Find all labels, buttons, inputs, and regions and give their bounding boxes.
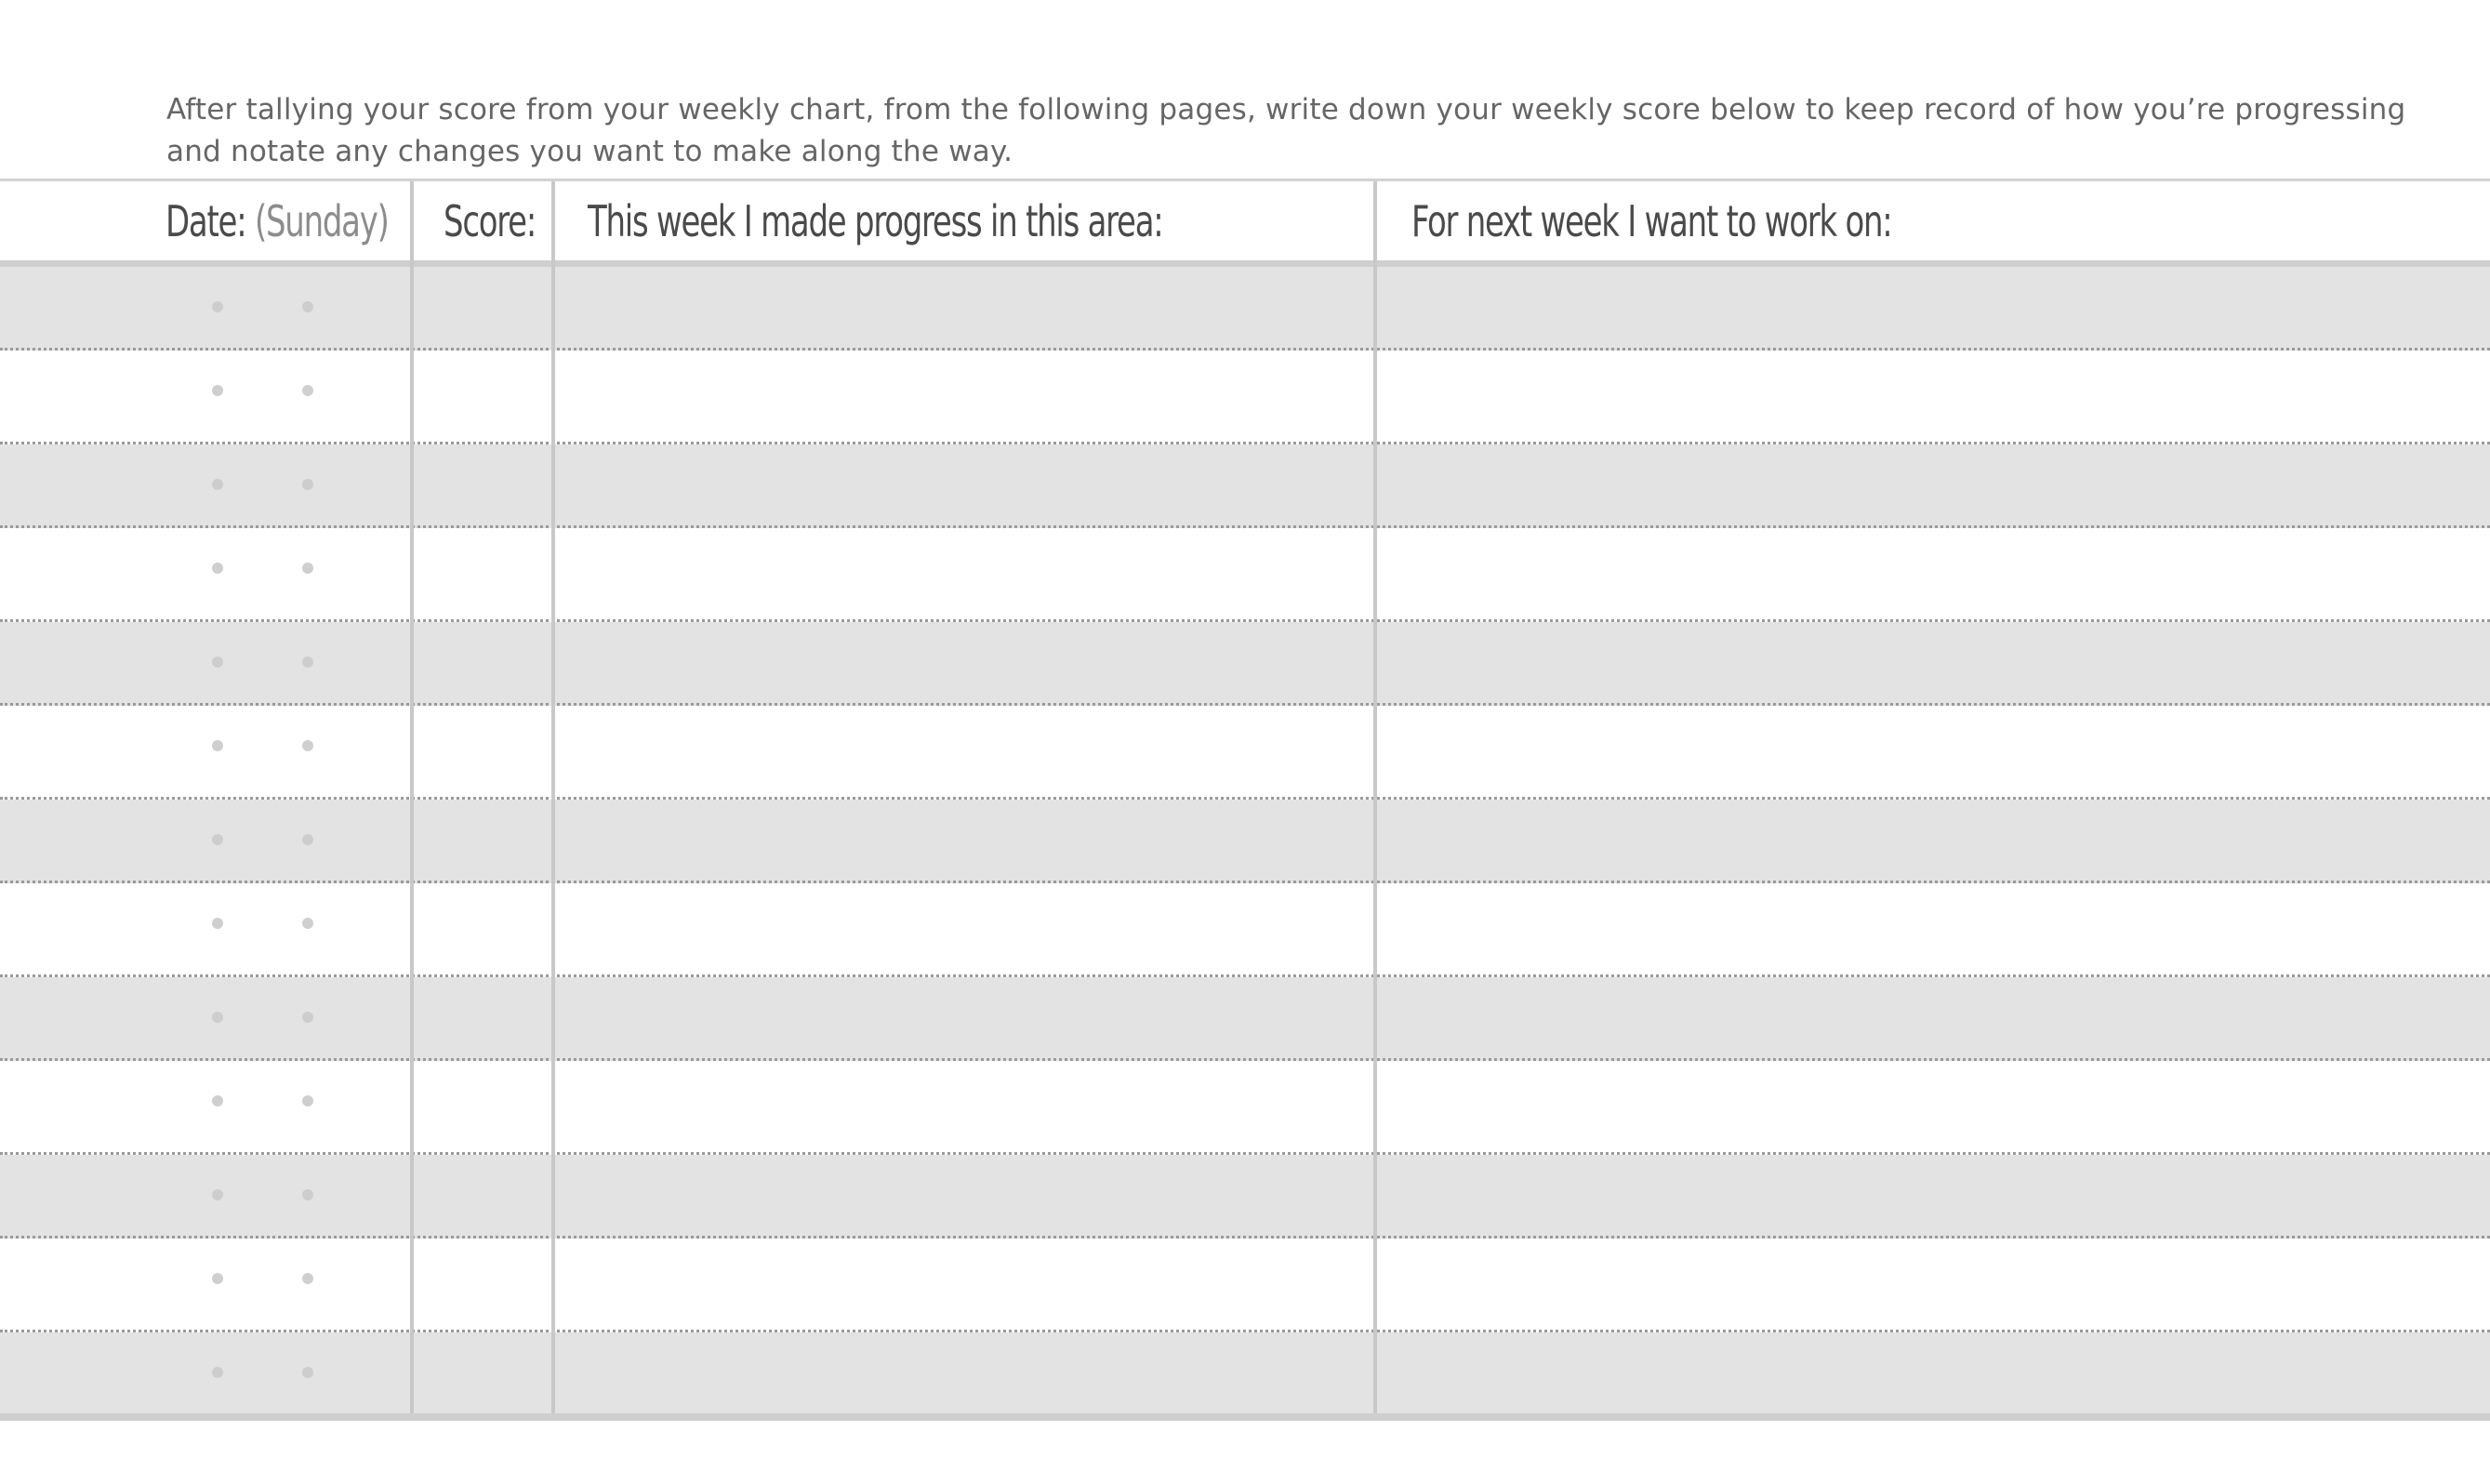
date-separator-dot-1 bbox=[212, 656, 223, 668]
score-column-header bbox=[444, 181, 556, 260]
date-separator-dot-1 bbox=[212, 479, 223, 490]
score-label: Score: bbox=[444, 195, 536, 246]
date-hint: (Sunday) bbox=[254, 195, 389, 246]
date-separator-dot-2 bbox=[302, 834, 313, 845]
date-separator-dot-1 bbox=[212, 385, 223, 396]
log-row bbox=[0, 883, 2490, 977]
log-row bbox=[0, 1239, 2490, 1332]
log-row bbox=[0, 267, 2490, 351]
table-bottom-rule bbox=[0, 1413, 2490, 1421]
date-separator-dot-2 bbox=[302, 740, 313, 751]
date-separator-dot-2 bbox=[302, 1095, 313, 1106]
date-separator-dot-2 bbox=[302, 479, 313, 490]
log-row bbox=[0, 1061, 2490, 1155]
progress-label: This week I made progress in this area: bbox=[588, 195, 1163, 246]
date-separator-dot-2 bbox=[302, 1273, 313, 1284]
date-separator-dot-1 bbox=[212, 834, 223, 845]
date-separator-dot-2 bbox=[302, 656, 313, 668]
date-separator-dot-2 bbox=[302, 385, 313, 396]
date-separator-dot-1 bbox=[212, 1189, 223, 1200]
column-divider-progress-next bbox=[1373, 181, 1377, 1413]
log-row bbox=[0, 800, 2490, 883]
log-row bbox=[0, 1155, 2490, 1239]
log-row bbox=[0, 444, 2490, 528]
log-row bbox=[0, 528, 2490, 622]
progress-column-header bbox=[588, 181, 1289, 260]
date-separator-dot-1 bbox=[212, 1095, 223, 1106]
date-separator-dot-1 bbox=[212, 1367, 223, 1378]
date-separator-dot-1 bbox=[212, 918, 223, 929]
date-separator-dot-2 bbox=[302, 563, 313, 574]
date-separator-dot-1 bbox=[212, 301, 223, 312]
column-divider-date-score bbox=[410, 181, 414, 1413]
date-separator-dot-2 bbox=[302, 1367, 313, 1378]
date-label: Date: bbox=[166, 195, 246, 246]
date-separator-dot-2 bbox=[302, 1189, 313, 1200]
log-row bbox=[0, 706, 2490, 800]
instructions-text: After tallying your score from your weekly chart, from the following pages, write down your weekly score below to keep record of how you’re progressing and notate any changes you want to make along the way. bbox=[166, 93, 2406, 168]
date-separator-dot-1 bbox=[212, 1273, 223, 1284]
header-bottom-rule bbox=[0, 260, 2490, 267]
log-row bbox=[0, 1332, 2490, 1415]
log-row bbox=[0, 977, 2490, 1061]
date-separator-dot-2 bbox=[302, 918, 313, 929]
date-separator-dot-2 bbox=[302, 301, 313, 312]
next-week-label: For next week I want to work on: bbox=[1411, 195, 1892, 246]
date-separator-dot-2 bbox=[302, 1012, 313, 1023]
date-column-header bbox=[166, 181, 437, 260]
log-row bbox=[0, 622, 2490, 706]
date-separator-dot-1 bbox=[212, 740, 223, 751]
date-separator-dot-1 bbox=[212, 563, 223, 574]
date-separator-dot-1 bbox=[212, 1012, 223, 1023]
table-header bbox=[0, 181, 2490, 260]
log-row bbox=[0, 351, 2490, 444]
next-week-column-header bbox=[1411, 181, 1997, 260]
column-divider-score-progress bbox=[551, 181, 555, 1413]
table-body bbox=[0, 267, 2490, 1413]
